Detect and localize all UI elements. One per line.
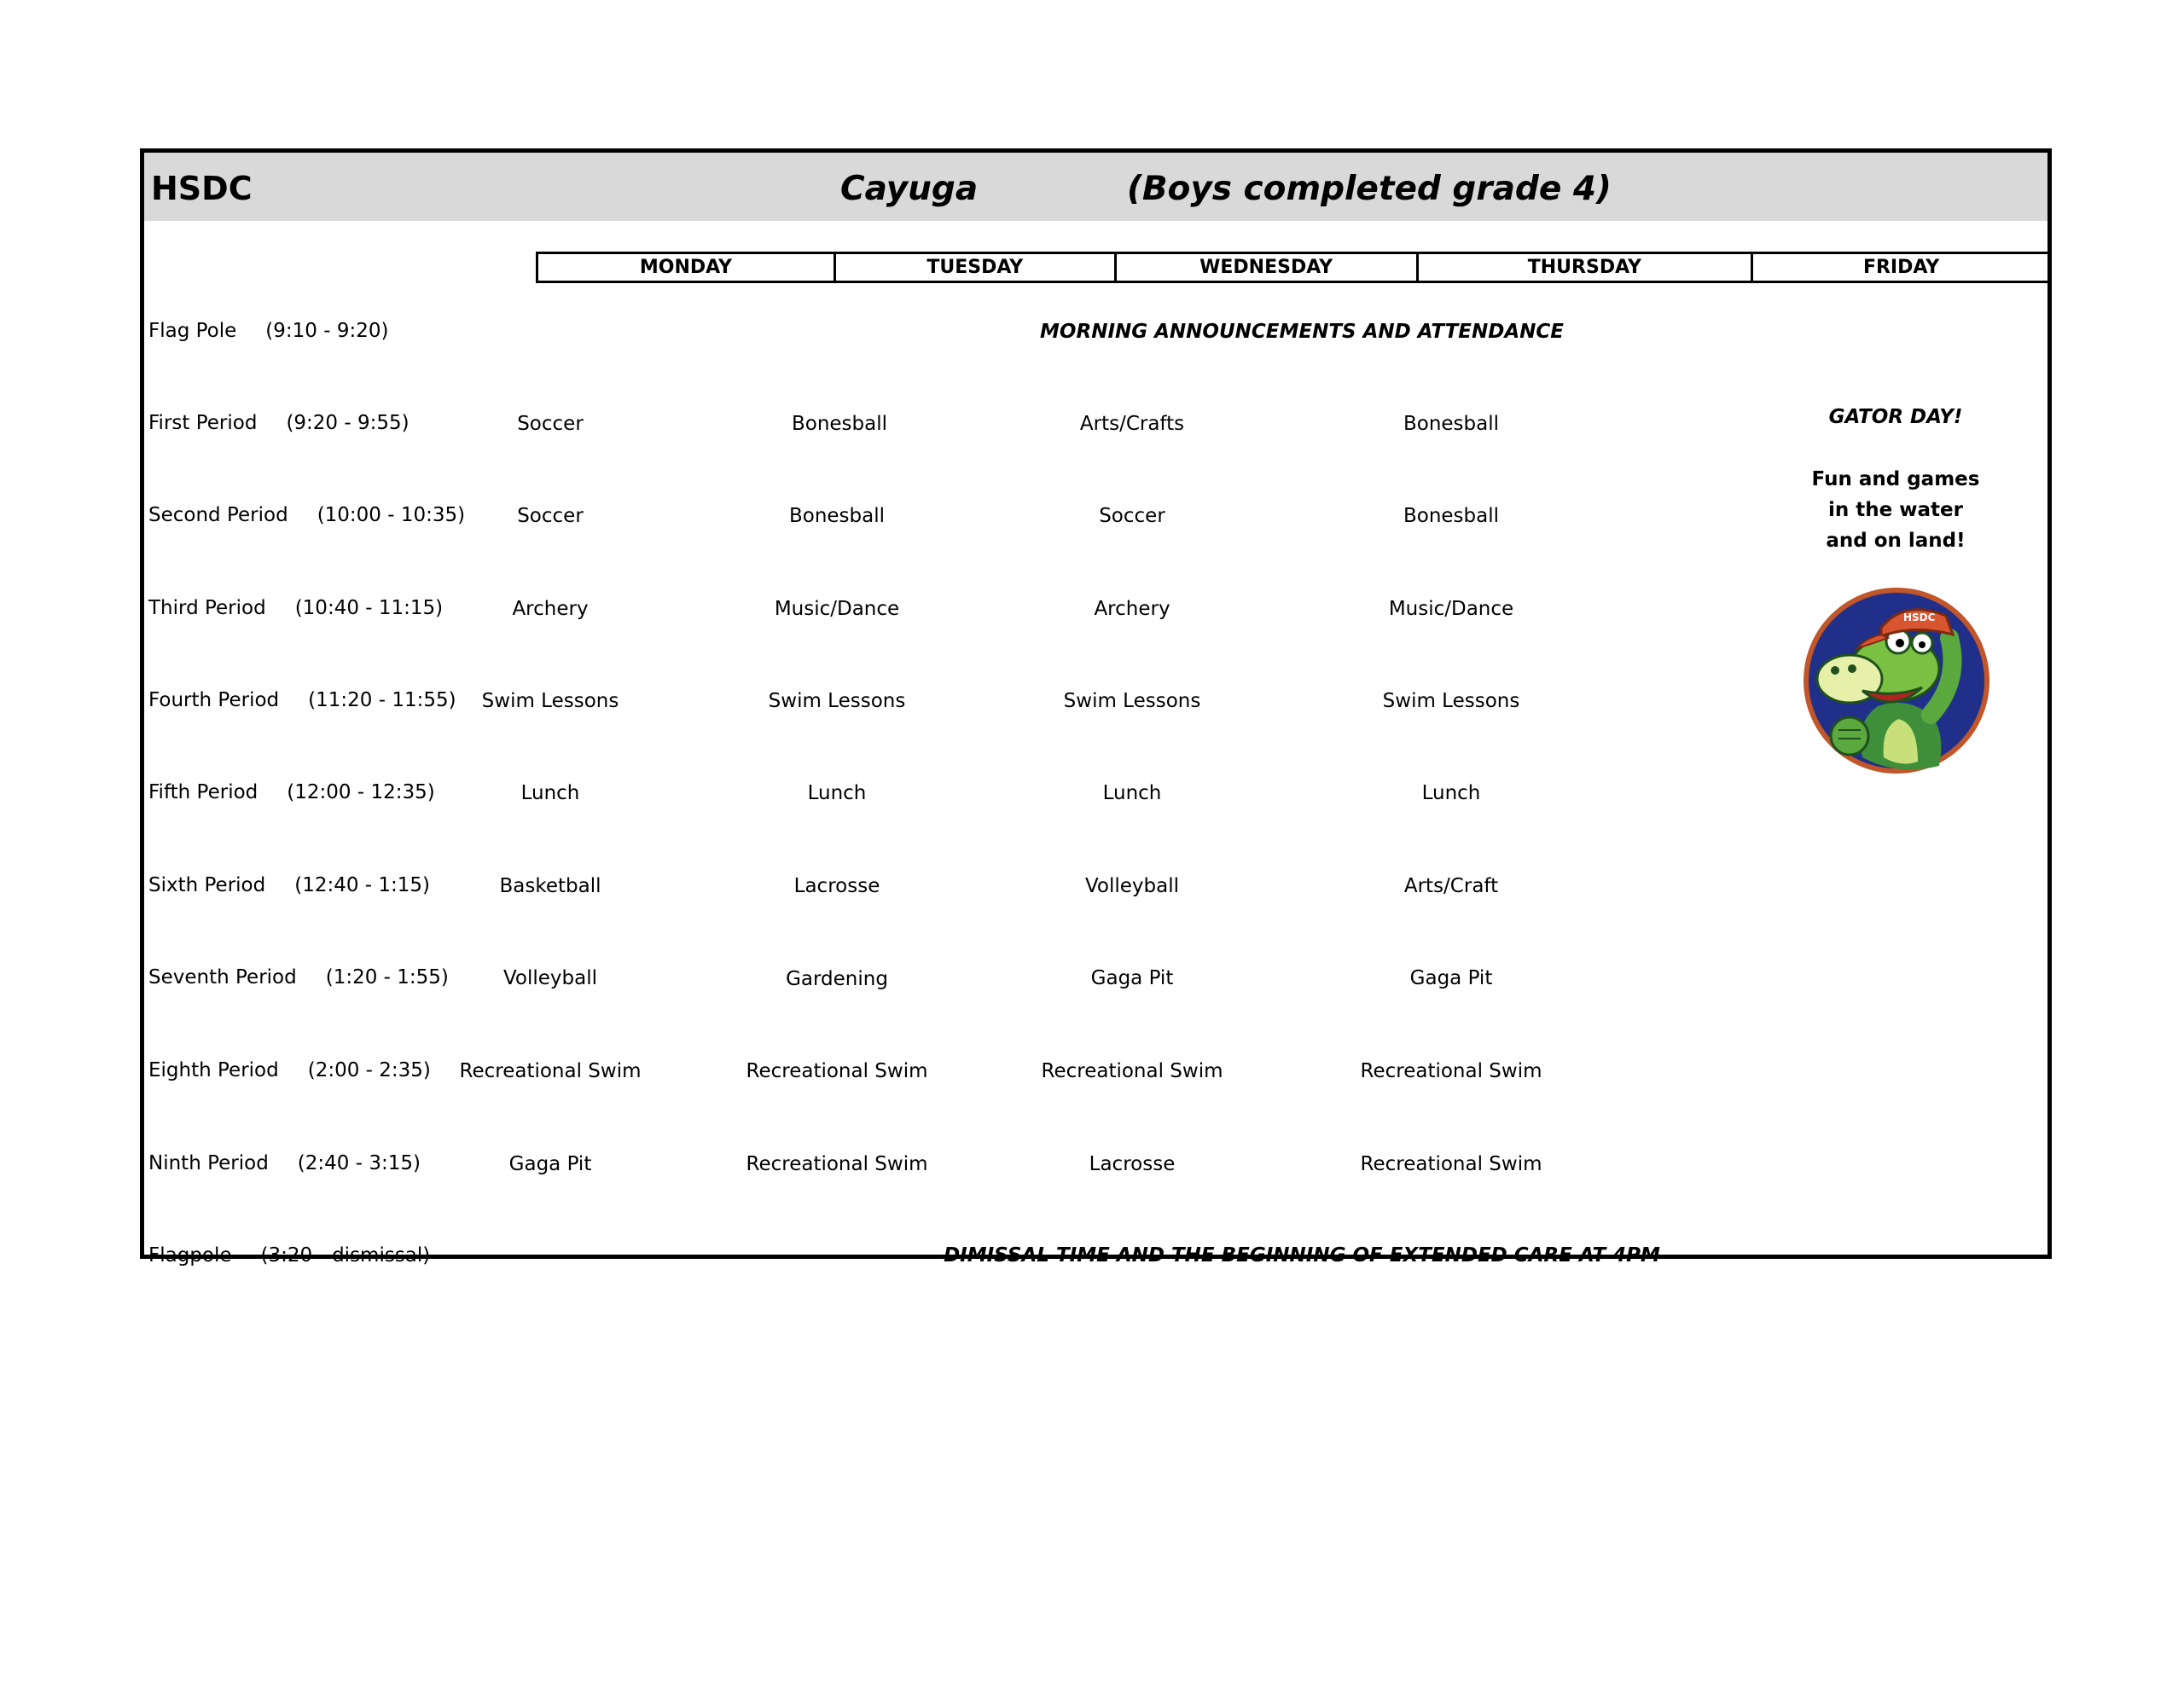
schedule-cell: Bonesball xyxy=(1403,505,1500,527)
period-time: (9:20 - 9:55) xyxy=(286,412,410,434)
period-time: (2:00 - 2:35) xyxy=(307,1059,431,1081)
schedule-cell: Recreational Swim xyxy=(1360,1060,1542,1082)
schedule-cell: Music/Dance xyxy=(774,598,900,620)
friday-desc-line: Fun and games xyxy=(1811,468,1980,490)
schedule-cell: Recreational Swim xyxy=(1360,1153,1542,1175)
schedule-cell: Music/Dance xyxy=(1388,598,1514,620)
schedule-cell: Lunch xyxy=(520,782,580,804)
schedule-cell: Arts/Craft xyxy=(1403,875,1499,897)
schedule-cell: Gaga Pit xyxy=(1409,967,1493,989)
schedule-cell: Lunch xyxy=(807,782,867,804)
period-name: Ninth Period xyxy=(148,1152,269,1174)
schedule-cell: Swim Lessons xyxy=(1382,690,1520,712)
schedule-cell: Recreational Swim xyxy=(459,1060,642,1082)
schedule-cell: Soccer xyxy=(517,413,584,435)
gator-mascot-icon xyxy=(1803,587,1990,774)
mascot-cap-lettering: HSDC xyxy=(1903,612,1936,623)
schedule-cell: Arts/Crafts xyxy=(1079,413,1185,435)
period-label xyxy=(148,874,430,896)
period-label xyxy=(148,966,449,988)
period-time: (2:40 - 3:15) xyxy=(297,1152,421,1174)
period-name: Seventh Period xyxy=(148,966,297,988)
period-name: Second Period xyxy=(148,504,288,526)
schedule-cell: Gaga Pit xyxy=(508,1153,592,1175)
period-time: (10:00 - 10:35) xyxy=(317,504,466,526)
friday-desc-line: in the water xyxy=(1828,499,1963,521)
schedule-cell: Gaga Pit xyxy=(1090,967,1174,989)
schedule-cell: Swim Lessons xyxy=(768,690,906,712)
period-name: Sixth Period xyxy=(148,874,266,896)
period-name: Third Period xyxy=(148,597,266,619)
friday-desc-line: and on land! xyxy=(1826,530,1966,552)
schedule-cell: Recreational Swim xyxy=(1041,1060,1223,1082)
schedule-cell: Bonesball xyxy=(1403,413,1500,435)
schedule-cell: Recreational Swim xyxy=(746,1060,928,1082)
period-label xyxy=(148,689,456,711)
schedule-cell: Lunch xyxy=(1102,782,1162,804)
group-name: Cayuga xyxy=(840,170,979,208)
schedule-cell: Volleyball xyxy=(502,967,598,989)
friday-description xyxy=(1785,464,2007,556)
schedule-cell: Volleyball xyxy=(1084,875,1180,897)
day-header-monday: MONDAY xyxy=(538,254,836,281)
period-time: (11:20 - 11:55) xyxy=(308,689,456,711)
period-name: Fourth Period xyxy=(148,689,280,711)
schedule-cell: Swim Lessons xyxy=(1063,690,1201,712)
schedule-cell: Archery xyxy=(512,598,589,620)
period-time: (9:10 - 9:20) xyxy=(265,320,389,342)
period-time: (12:00 - 12:35) xyxy=(287,781,435,803)
period-label xyxy=(148,320,388,342)
schedule-sheet xyxy=(140,148,2052,1267)
schedule-cell: Lacrosse xyxy=(793,875,880,897)
schedule-cell: Bonesball xyxy=(791,413,888,435)
org-name: HSDC xyxy=(151,170,253,207)
schedule-cell: Soccer xyxy=(1099,505,1165,527)
day-header-row xyxy=(536,252,2052,283)
period-time: (12:40 - 1:15) xyxy=(294,874,431,896)
period-label xyxy=(148,1152,421,1174)
morning-banner: MORNING ANNOUNCEMENTS AND ATTENDANCE xyxy=(1040,321,1564,343)
period-label xyxy=(148,412,410,434)
schedule-cell: Bonesball xyxy=(788,505,886,527)
schedule-cell: Recreational Swim xyxy=(746,1153,928,1175)
day-header-friday: FRIDAY xyxy=(1862,257,1940,278)
day-header-wednesday: WEDNESDAY xyxy=(1117,254,1419,281)
schedule-cell: Swim Lessons xyxy=(481,690,619,712)
title-bar xyxy=(144,153,2048,221)
day-header-tuesday: TUESDAY xyxy=(836,254,1117,281)
period-name: First Period xyxy=(148,412,258,434)
period-name: Fifth Period xyxy=(148,781,258,803)
dismissal-banner: DIMISSAL TIME AND THE BEGINNING OF EXTENDED CARE AT 4PM xyxy=(944,1244,1660,1267)
period-time: (10:40 - 11:15) xyxy=(294,597,444,619)
period-name: Eighth Period xyxy=(148,1059,279,1081)
day-header-thursday: THURSDAY xyxy=(1419,254,1754,281)
period-time: (3:20 - dismissal) xyxy=(260,1244,431,1267)
schedule-cell: Lacrosse xyxy=(1089,1153,1176,1175)
friday-title: GATOR DAY! xyxy=(1828,406,1963,428)
schedule-cell: Archery xyxy=(1094,598,1170,620)
period-time: (1:20 - 1:55) xyxy=(325,966,449,988)
period-label xyxy=(148,1244,430,1267)
period-label xyxy=(148,781,435,803)
schedule-cell: Lunch xyxy=(1421,782,1481,804)
period-label xyxy=(148,597,443,619)
schedule-cell: Basketball xyxy=(499,875,601,897)
period-name: Flag Pole xyxy=(148,320,237,342)
period-label xyxy=(148,1059,431,1081)
schedule-cell: Soccer xyxy=(517,505,584,527)
period-label xyxy=(148,504,465,526)
schedule-cell: Gardening xyxy=(786,968,888,990)
period-name: Flagpole xyxy=(148,1244,232,1267)
group-description: (Boys completed grade 4) xyxy=(1127,170,1612,208)
